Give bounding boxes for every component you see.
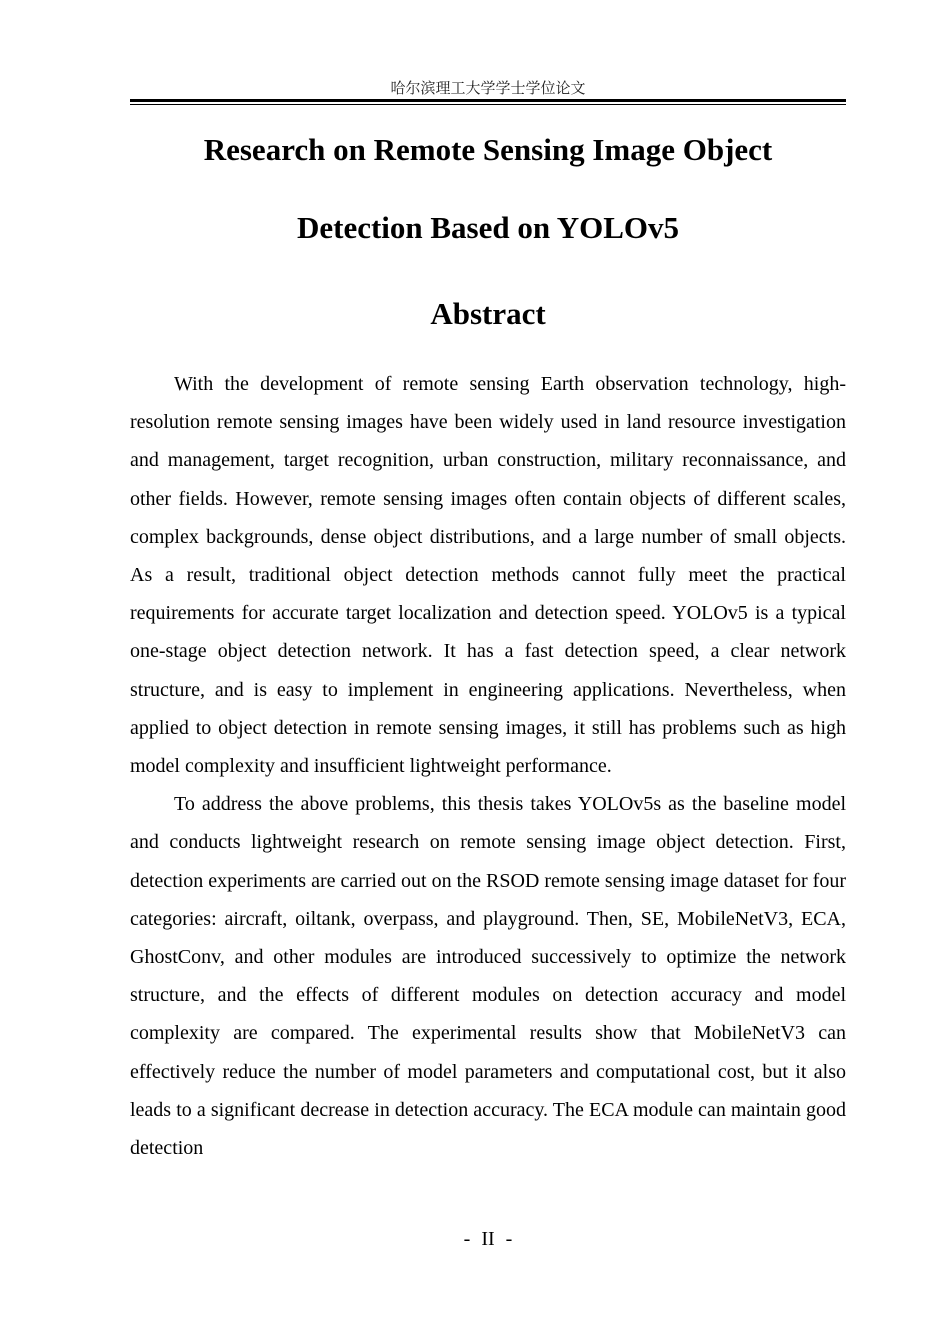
abstract-paragraph-2: To address the above problems, this thesis takes YOLOv5s as the baseline model and conducts lightweight research on remote sensing image object detection. First, detection experiments are carried out on the RSOD remote sensing image dataset for four categories: aircraft, oiltank, overpass, and playground. Then, SE, MobileNetV3, ECA, GhostConv, and other modules are introduced successively to optimize the network structure, and the effects of different modules on detection accuracy and model complexity are compared. The experimental results show that MobileNetV3 can effectively reduce the number of model parameters and computational cost, but it also leads to a significant decrease in detection accuracy. The ECA module can maintain good detection [130, 793, 846, 1160]
abstract-paragraph-1: With the development of remote sensing Earth observation technology, high-resolution remote sensing images have been widely used in land resource investigation and management, target recognition, urban construction, military reconnaissance, and other fields. However, remote sensing images often contain objects of different scales, complex backgrounds, dense object distributions, and a large number of small objects. As a result, traditional object detection methods cannot fully meet the practical requirements for accurate target localization and detection speed. YOLOv5 is a typical one-stage object detection network. It has a fast detection speed, a clear network structure, and is easy to implement in engineering applications. Nevertheless, when applied to object detection in remote sensing images, it still has problems such as high model complexity and insufficient lightweight performance. [130, 373, 846, 778]
abstract-body [130, 365, 846, 1167]
page-number: - II - [463, 1228, 513, 1250]
header-rule-thick [130, 99, 846, 102]
running-header: 哈尔滨理工大学学士学位论文 [390, 81, 586, 97]
thesis-title-line-2: Detection Based on YOLOv5 [296, 210, 680, 245]
header-rule-thin [130, 104, 846, 105]
abstract-heading: Abstract [430, 296, 546, 331]
thesis-title-line-1: Research on Remote Sensing Image Object [203, 132, 773, 167]
